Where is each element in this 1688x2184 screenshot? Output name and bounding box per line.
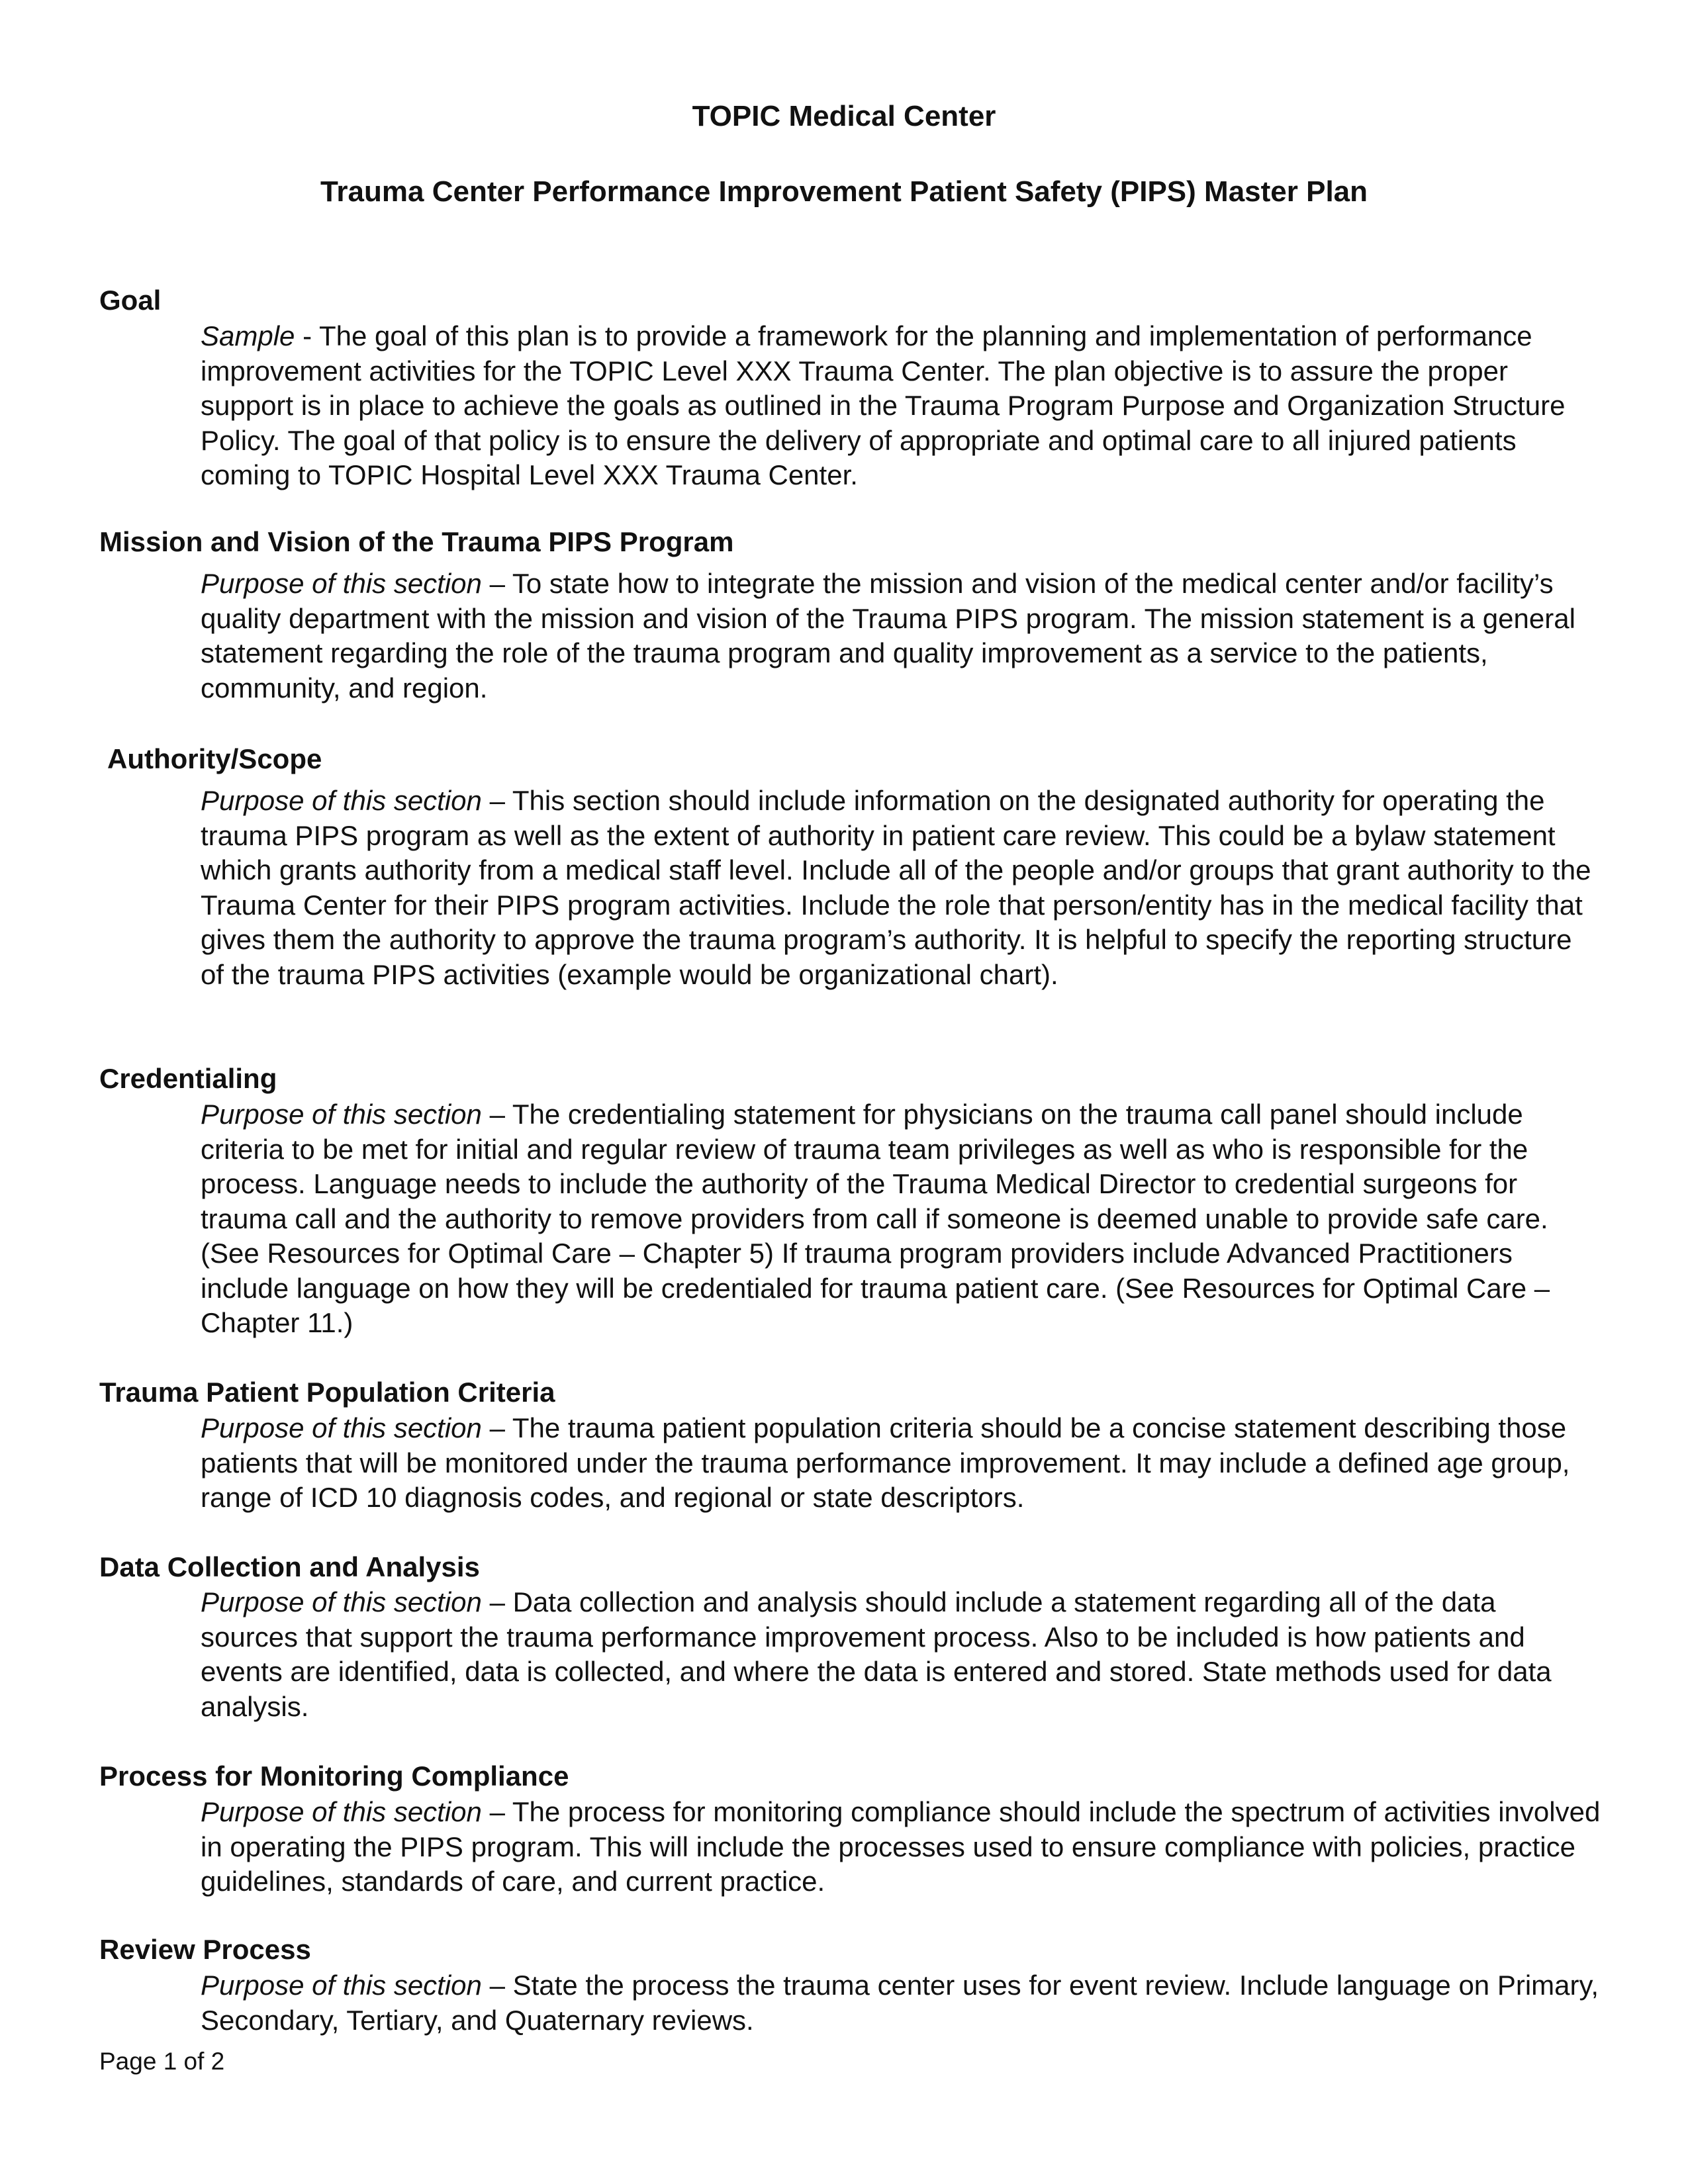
section-lead: Sample (201, 320, 295, 351)
section-lead: Purpose of this section (201, 1099, 482, 1130)
section-lead: Purpose of this section (201, 1586, 482, 1617)
section-heading-review-process: Review Process (99, 1934, 311, 1965)
section-text: – Data collection and analysis should include a statement regarding all of the data sources that support the trauma performance improvement process. Also to be included is how patients and events are identified, data is collected, and where the data is entered and stored. State methods used for data analysis. (201, 1586, 1552, 1722)
section-lead: Purpose of this section (201, 568, 482, 599)
section-heading-population-criteria: Trauma Patient Population Criteria (99, 1377, 555, 1408)
section-text: – The trauma patient population criteria should be a concise statement describing those patients that will be monitored under the trauma performance improvement. It may include a defined age group, range of ICD 10 diagnosis codes, and regional or state descriptors. (201, 1412, 1570, 1513)
section-text: – To state how to integrate the mission and vision of the medical center and/or facility’s quality department with the mission and vision of the Trauma PIPS program. The mission statement is a general statement regarding the role of the trauma program and quality improvement as a service to the patients, community, and region. (201, 568, 1575, 704)
page-number: Page 1 of 2 (99, 2048, 225, 2075)
section-body-review-process (201, 1968, 1601, 2038)
document-title: TOPIC Medical Center (692, 100, 996, 132)
section-body-mission-vision (201, 567, 1601, 705)
section-lead: Purpose of this section (201, 1412, 482, 1443)
section-body-goal (201, 319, 1601, 493)
section-text: – The process for monitoring compliance should include the spectrum of activities involved in operating the PIPS program. This will include the processes used to ensure compliance with policies, practice guidelines, standards of care, and current practice. (201, 1796, 1601, 1897)
document-subtitle: Trauma Center Performance Improvement Patient Safety (PIPS) Master Plan (320, 175, 1368, 208)
section-lead: Purpose of this section (201, 1970, 482, 2001)
section-lead: Purpose of this section (201, 1796, 482, 1827)
section-heading-goal: Goal (99, 285, 162, 316)
section-text: – This section should include information on the designated authority for operating the trauma PIPS program as well as the extent of authority in patient care review. This could be a bylaw statement which grants authority from a medical staff level. Include all of the people and/or groups that grant authority to the Trauma Center for their PIPS program activities. Include the role that person/entity has in the medical facility that gives them the authority to approve the trauma program’s authority. It is helpful to specify the reporting structure of the trauma PIPS activities (example would be organizational chart). (201, 785, 1591, 990)
section-text: - The goal of this plan is to provide a framework for the planning and implementation of performance improvement activities for the TOPIC Level XXX Trauma Center. The plan objective is to assure the proper support is in place to achieve the goals as outlined in the Trauma Program Purpose and Organization Structure Policy. The goal of that policy is to ensure the delivery of appropriate and optimal care to all injured patients coming to TOPIC Hospital Level XXX Trauma Center. (201, 320, 1566, 490)
section-body-population-criteria (201, 1411, 1601, 1516)
section-heading-data-collection: Data Collection and Analysis (99, 1551, 480, 1582)
section-heading-monitoring-compliance: Process for Monitoring Compliance (99, 1760, 569, 1792)
section-body-credentialing (201, 1097, 1601, 1341)
section-body-monitoring-compliance (201, 1795, 1601, 1899)
section-heading-mission-vision: Mission and Vision of the Trauma PIPS Program (99, 526, 734, 557)
section-text: – State the process the trauma center uses for event review. Include language on Primary, Secondary, Tertiary, and Quaternary reviews. (201, 1970, 1599, 2036)
section-text: – The credentialing statement for physicians on the trauma call panel should include criteria to be met for initial and regular review of trauma team privileges as well as who is responsible for the process. Language needs to include the authority of the Trauma Medical Director to credential surgeons for trauma call and the authority to remove providers from call if someone is deemed unable to provide safe care. (See Resources for Optimal Care – Chapter 5) If trauma program providers include Advanced Practitioners include language on how they will be credentialed for trauma patient care. (See Resources for Optimal Care – Chapter 11.) (201, 1099, 1550, 1338)
section-body-data-collection (201, 1585, 1601, 1724)
section-body-authority-scope (201, 784, 1601, 992)
section-heading-authority-scope: Authority/Scope (107, 743, 322, 774)
section-lead: Purpose of this section (201, 785, 482, 816)
section-heading-credentialing: Credentialing (99, 1063, 277, 1094)
